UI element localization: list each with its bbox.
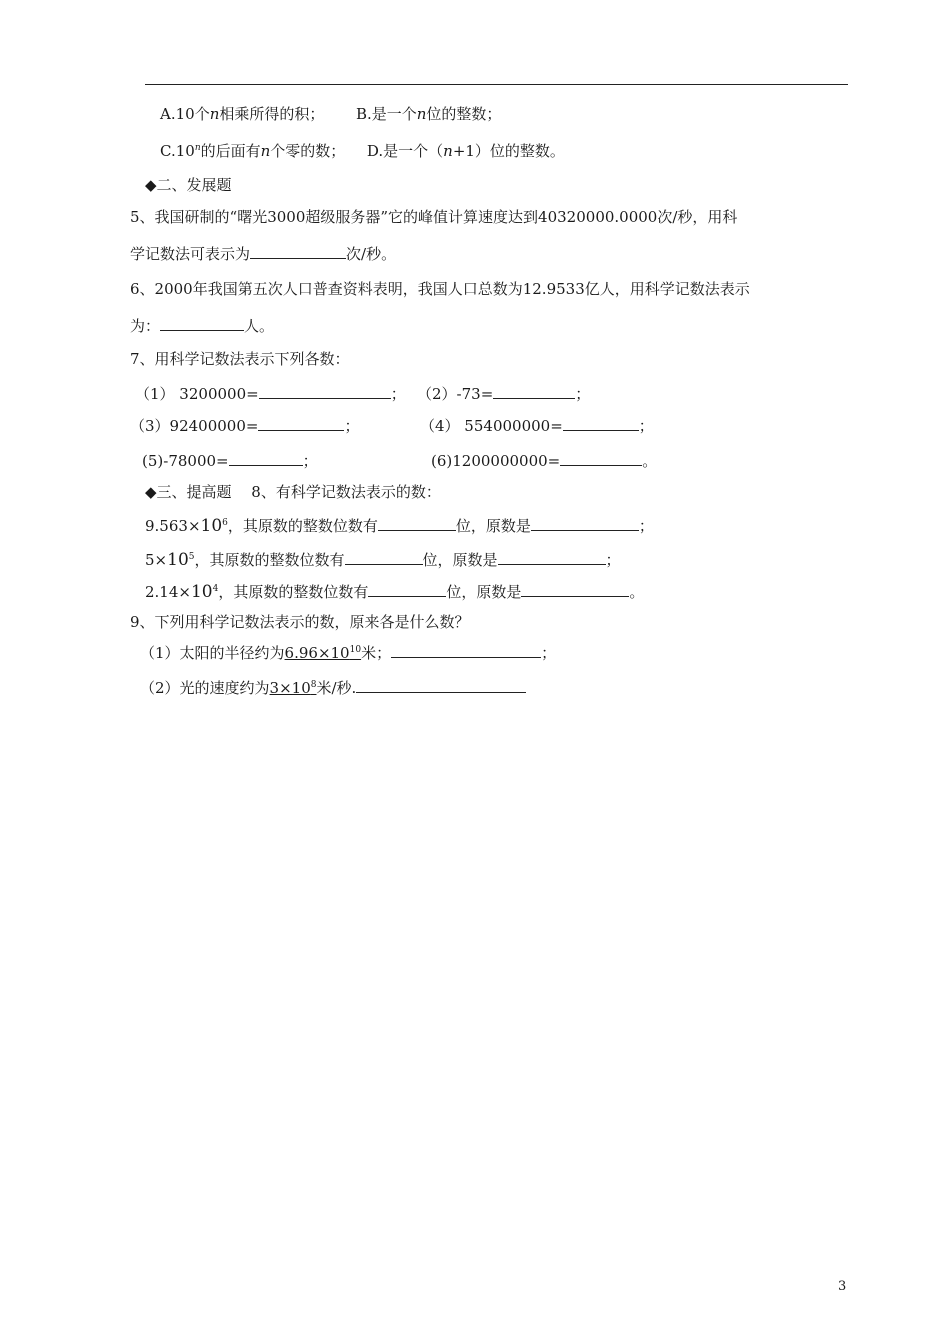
q7-item-5-blank[interactable] (229, 450, 303, 466)
q7-item-1-blank[interactable] (259, 383, 391, 399)
q9-item-1-value: $6.96\times 10^{10}$ (284, 644, 362, 662)
q7-item-4-blank[interactable] (563, 415, 639, 431)
q8-item-3-digits-blank[interactable] (368, 581, 446, 597)
q8-item-1: $9.563\times 10^6$，其原数的整数位数有 位，原数是 ； (145, 516, 654, 536)
q7-item-1: （1） 3200000= ； (135, 385, 406, 403)
q8-item-3-original-blank[interactable] (521, 581, 629, 597)
q9-item-1-blank[interactable] (391, 642, 541, 658)
q7-item-3-blank[interactable] (258, 415, 344, 431)
q7-item-4: （4） 554000000= ； (420, 417, 654, 435)
q8-item-2: $5\times 10^5$，其原数的整数位数有 位，原数是 ； (145, 550, 621, 570)
option-a: A.10个n相乘所得的积； (160, 105, 325, 123)
q9-item-2: （2）光的速度约为$3\times 10^8$米/秒. (140, 677, 526, 698)
q6-answer-blank[interactable] (160, 315, 244, 331)
q7-item-2-blank[interactable] (493, 383, 575, 399)
section2-heading: ◆二、发展题 (145, 176, 232, 194)
q8-item-2-digits-blank[interactable] (345, 549, 423, 565)
q7-item-2: （2）-73= ； (417, 385, 591, 403)
option-ab-line (160, 104, 501, 124)
q8-item-3: $2.14\times 10^4$，其原数的整数位数有 位，原数是 。 (145, 582, 645, 602)
page-number: 3 (838, 1279, 847, 1294)
option-c: C.10$^n$的后面有n个零的数； (160, 142, 346, 160)
q8-item-1-digits-blank[interactable] (378, 515, 456, 531)
q9-item-2-blank[interactable] (356, 677, 526, 693)
q5-line2: 学记数法可表示为 次/秒。 (130, 245, 397, 263)
section3-heading: ◆三、提高题 8、有科学记数法表示的数： (145, 483, 441, 501)
q7-item-5: (5)-78000= ； (142, 452, 318, 470)
q5-line1: 5、我国研制的“曙光3000超级服务器”它的峰值计算速度达到40320000.0000次/秒，用科 (130, 208, 738, 226)
q7-item-3: （3）92400000= ； (130, 417, 360, 435)
q7-item-6: (6)1200000000= 。 (431, 452, 658, 470)
q6-line1: 6、2000年我国第五次人口普查资料表明，我国人口总数为12.9533亿人，用科学记数法表示 (130, 280, 750, 298)
option-d: D.是一个（n+1）位的整数。 (366, 142, 565, 160)
q9-title: 9、下列用科学记数法表示的数，原来各是什么数？ (130, 613, 470, 631)
q9-item-2-value: $3\times 10^8$ (269, 679, 317, 697)
option-cd-line (160, 141, 565, 161)
q5-answer-blank[interactable] (250, 243, 346, 259)
q8-item-1-original-blank[interactable] (531, 515, 639, 531)
option-b: B.是一个n位的整数； (355, 105, 502, 123)
header-rule (145, 84, 848, 85)
q9-item-1: （1）太阳的半径约为$6.96\times 10^{10}$米； ； (140, 644, 557, 662)
q7-title: 7、用科学记数法表示下列各数： (130, 350, 350, 368)
q6-line2: 为： 人。 (130, 317, 275, 335)
q7-item-6-blank[interactable] (560, 450, 642, 466)
q8-item-2-original-blank[interactable] (498, 549, 606, 565)
